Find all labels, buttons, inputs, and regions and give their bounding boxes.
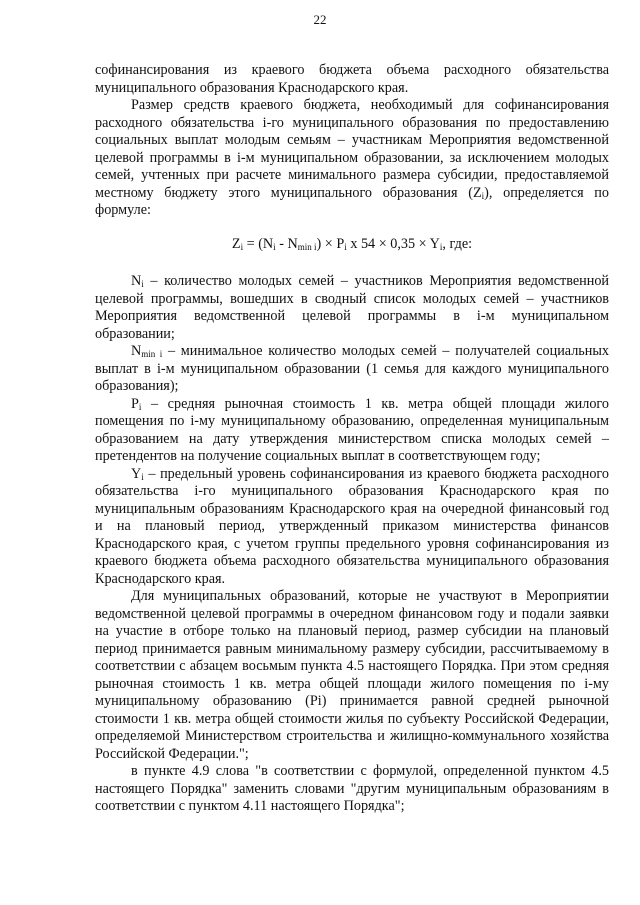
- definition-yi: $Y_i$ – предельный уровень софинансирования из краевого бюджета расходного обязательства i-го муниципального образования Краснодарского края по муниципальным образованиям Краснодарского края на очередной финансовый год и на плановый период, утвержденный приказом министерства финансов Краснодарского края, с учетом группы предельного уровня софинансирования из краевого бюджета объема расходного обязательства муниципального образования Краснодарского края.: [95, 465, 609, 587]
- paragraph-continuation: софинансирования из краевого бюджета объема расходного обязательства муниципального образования Краснодарского края.: [95, 62, 609, 96]
- definition-ni: $N_i$ – количество молодых семей – участников Мероприятия ведомственной целевой программы, вошедших в сводный список молодых семей – участников Мероприятия ведомственной целевой программы в i-м муниципальном образовании;: [95, 273, 609, 342]
- definition-nmin: $N_{min i}$ – минимальное количество молодых семей – получателей социальных выплат в i-м муниципальном образовании (1 семья для каждого муниципального образования);: [95, 343, 609, 394]
- document-body: [95, 62, 609, 816]
- formula: $Z_i = (N_i - N_{min i}) \times P_i$ x $54 \times 0,35 \times Y_i$, где:: [231, 235, 473, 252]
- paragraph-amendment-4-9: в пункте 4.9 слова "в соответствии с формулой, определенной пунктом 4.5 настоящего Порядка" заменить словами "другим муниципальным образованиям в соответствии с пунктом 4.11 настоящего Порядка";: [95, 763, 609, 814]
- paragraph-non-participants: Для муниципальных образований, которые не участвуют в Мероприятии ведомственной целевой программы в очередном финансовом году и подали заявки на участие в отборе только на плановый период, размер субсидии на плановый период принимается равным минимальному размеру субсидии, рассчитываемому в соответствии с абзацем восьмым пункта 4.5 настоящего Порядка. При этом средняя рыночная стоимость 1 кв. метра общей площади жилого помещения по i-му муниципальному образованию (Pi) принимается равной средней рыночной стоимости 1 кв. метра общей стоимости жилья по субъекту Российской Федерации, определяемой Министерством строительства и жилищно-коммунального хозяйства Российской Федерации.";: [95, 588, 609, 762]
- paragraph-subsidy-size: Размер средств краевого бюджета, необходимый для софинансирования расходного обязательства i-го муниципального образования по предоставлению социальных выплат молодым семьям – участникам Мероприятия ведомственной целевой программы в i-м муниципальном образовании, за исключением молодых семей, учтенных при расчете минимального размера субсидии, предоставляемой местному бюджету этого муниципального образования $(Z_i)$, определяется по формуле:: [95, 97, 609, 218]
- definition-pi: $P_i$ – средняя рыночная стоимость 1 кв. метра общей площади жилого помещения по i-му муниципальному образованию, определенная муниципальным образованием на дату утверждения министерством списка молодых семей – претендентов на получение социальных выплат в соответствующем году;: [95, 395, 609, 464]
- page-number: 22: [313, 12, 327, 27]
